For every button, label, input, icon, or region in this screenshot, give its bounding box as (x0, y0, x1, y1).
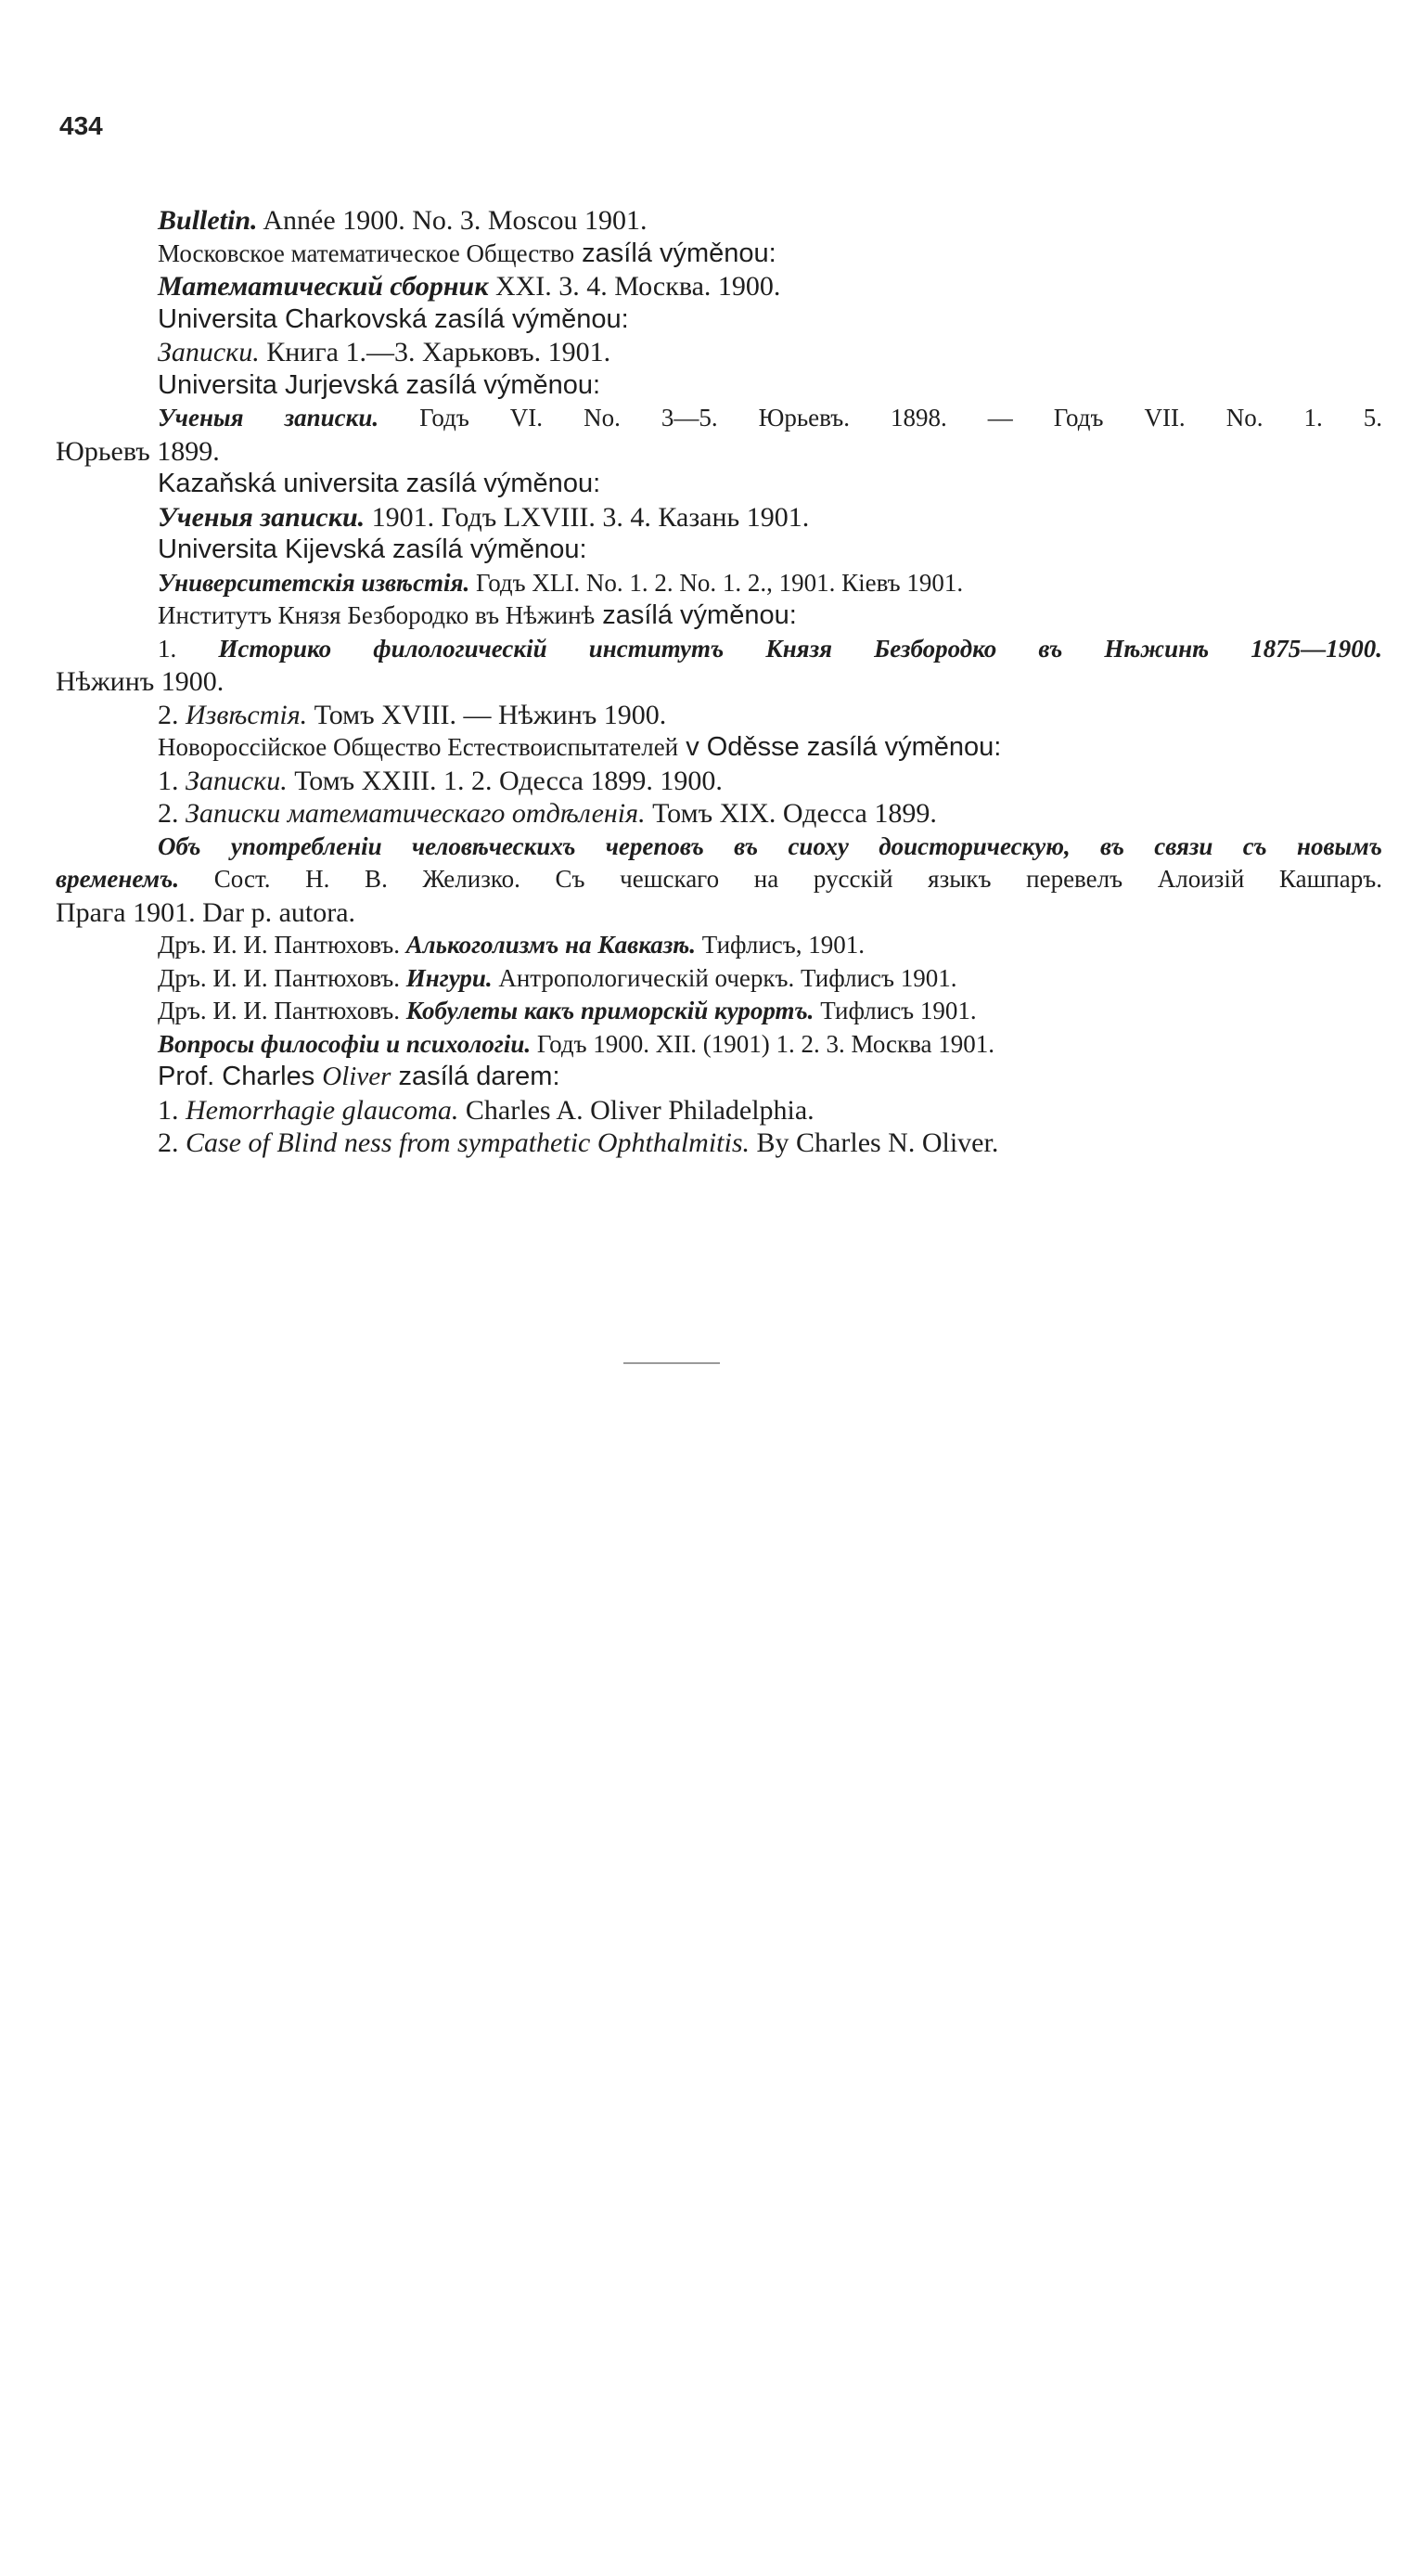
entry-kazan-university (56, 468, 1382, 501)
entry-kijev-izvestija (56, 567, 1382, 600)
entry-skulls-title (56, 831, 1382, 864)
institution-heading: Universita Charkovská zasílá výměnou: (158, 303, 629, 334)
title-voprosy: Вопросы философіи и психологіи. (158, 1029, 532, 1058)
detail: 1901. Годъ LXVIII. 3. 4. Казань 1901. (365, 501, 810, 533)
spacer (400, 931, 406, 959)
item-number: 1. (158, 1094, 186, 1126)
gift-note: zasílá darem: (391, 1062, 560, 1091)
title-math-zapiski: Записки математическаго отдѣленія. (186, 798, 646, 829)
item-number: 1. (158, 634, 219, 663)
author: Дръ. И. И. Пантюховъ. (158, 963, 400, 992)
title-uchenyya-zapiski: Ученыя записки. (158, 501, 366, 533)
detail: XXI. 3. 4. Москва. 1900. (488, 271, 781, 302)
detail: Прага 1901. Dar p. autora. (56, 896, 356, 928)
entry-bezborodko-history (56, 633, 1382, 666)
entry-pantjuchov-alcoholism (56, 929, 1382, 962)
title-zapiski: Записки. (158, 337, 260, 367)
detail: Сост. Н. В. Желизко. Съ чешскаго на русскій языкъ перевелъ Алоизій Кашпаръ. (179, 865, 1382, 893)
entry-voprosy-filosofii (56, 1028, 1382, 1062)
title-kobulety: Кобулеты какъ приморскій курортъ. (405, 997, 815, 1024)
title-glaucoma: Hemorrhagie glaucoma. (186, 1094, 459, 1126)
entry-charkov-zapiski (56, 336, 1382, 369)
entry-kazan-zapiski (56, 501, 1382, 535)
institution-heading: Universita Kijevská zasílá výměnou: (158, 535, 587, 564)
entry-skulls-imprint (56, 896, 1382, 930)
entry-pantjuchov-kobulety (56, 995, 1382, 1028)
detail: Тифлисъ, 1901. (696, 931, 865, 959)
title-inguri: Ингури. (405, 963, 493, 992)
title-uchenyya-zapiski: Ученыя записки. (158, 404, 379, 431)
item-number: 2. (158, 798, 186, 829)
entry-odessa-zapiski (56, 765, 1382, 798)
entry-pantjuchov-inguri (56, 962, 1382, 996)
detail: Нѣжинъ 1900. (56, 666, 225, 697)
detail: Année 1900. No. 3. Moscou 1901. (257, 205, 648, 236)
title-skulls: Объ употребленіи человѣческихъ череповъ въ сиоху доисторическую, въ связи съ новымъ (158, 831, 1382, 860)
institution-name: Московское математическое Общество (158, 238, 575, 267)
detail: Годъ VI. No. 3—5. Юрьевъ. 1898. — Годъ VII. No. 1. 5. (378, 404, 1383, 431)
author: Дръ. И. И. Пантюховъ. (158, 931, 400, 959)
detail: Томъ XXIII. 1. 2. Одесса 1899. 1900. (287, 765, 723, 796)
detail: Антропологическій очеркъ. Тифлисъ 1901. (492, 963, 957, 992)
spacer (400, 997, 406, 1024)
entry-math-sbornik (56, 270, 1382, 303)
institution-heading: Universita Jurjevská zasílá výměnou: (158, 369, 601, 400)
entry-jurjev-zapiski-cont (56, 435, 1382, 469)
entry-odessa-math-zapiski (56, 797, 1382, 831)
detail: Книга 1.—3. Харьковъ. 1901. (259, 337, 611, 367)
accessions-list (56, 204, 1382, 1160)
donor-prefix: Prof. Charles (158, 1062, 323, 1091)
spacer (400, 964, 406, 992)
entry-prof-oliver (56, 1061, 1382, 1094)
title-izvestija: Университетскія извѣстія. (158, 568, 470, 597)
detail: By Charles N. Oliver. (750, 1127, 999, 1158)
entry-charkov-university (56, 303, 1382, 337)
exchange-note: zasílá výměnou: (595, 600, 797, 630)
detail: Томъ XIX. Одесса 1899. (645, 798, 937, 829)
entry-oliver-glaucoma (56, 1094, 1382, 1127)
title-bulletin: Bulletin. (158, 205, 258, 236)
entry-jurjev-zapiski (56, 402, 1382, 435)
entry-bezborodko-institute (56, 599, 1382, 633)
donor-name: Oliver (322, 1062, 391, 1091)
detail: Charles A. Oliver Philadelphia. (458, 1094, 815, 1126)
entry-kijev-university (56, 534, 1382, 567)
exchange-note: v Oděsse zasílá výměnou: (678, 732, 1002, 762)
detail: Тифлисъ 1901. (814, 997, 977, 1024)
exchange-note: zasílá výměnou: (574, 238, 776, 268)
entry-skulls-title-cont (56, 863, 1382, 896)
author: Дръ. И. И. Пантюховъ. (158, 997, 400, 1024)
detail: Годъ 1900. XII. (1901) 1. 2. 3. Москва 1901. (531, 1029, 994, 1058)
detail: Юрьевъ 1899. (56, 435, 220, 467)
item-number: 1. (158, 765, 186, 796)
entry-bulletin-moscou (56, 204, 1382, 238)
title-skulls-cont: временемъ. (56, 865, 180, 893)
title-izvestija: Извѣстія. (186, 699, 308, 730)
entry-oliver-blindness (56, 1127, 1382, 1160)
item-number: 2. (158, 1127, 186, 1158)
institution-name: Новороссійское Общество Естествоиспытателей (158, 733, 679, 761)
title-sbornik: Математический сборник (158, 271, 489, 302)
entry-moscow-math-society (56, 238, 1382, 271)
title-zapiski: Записки. (186, 765, 288, 796)
entry-jurjev-university (56, 369, 1382, 403)
detail: Томъ XVIII. — Нѣжинъ 1900. (307, 699, 667, 730)
entry-bezborodko-izvestija (56, 699, 1382, 732)
institution-heading: Kazaňská universita zasílá výměnou: (158, 469, 601, 498)
title-history: Историко филологическій институтъ Князя Безбородко въ Нѣжинѣ 1875—1900. (218, 634, 1382, 663)
item-number: 2. (158, 699, 186, 730)
entry-odessa-society (56, 731, 1382, 765)
end-rule (623, 1362, 720, 1364)
detail: Годъ XLI. No. 1. 2. No. 1. 2., 1901. Кіевъ 1901. (469, 568, 964, 597)
title-alcoholism: Алькоголизмъ на Кавказѣ. (405, 931, 697, 959)
page-number: 434 (59, 111, 103, 140)
institution-name: Институтъ Князя Безбородко въ Нѣжинѣ (158, 601, 596, 629)
entry-bezborodko-history-cont (56, 665, 1382, 699)
title-blindness: Case of Blind ness from sympathetic Ophthalmitis. (186, 1127, 750, 1158)
